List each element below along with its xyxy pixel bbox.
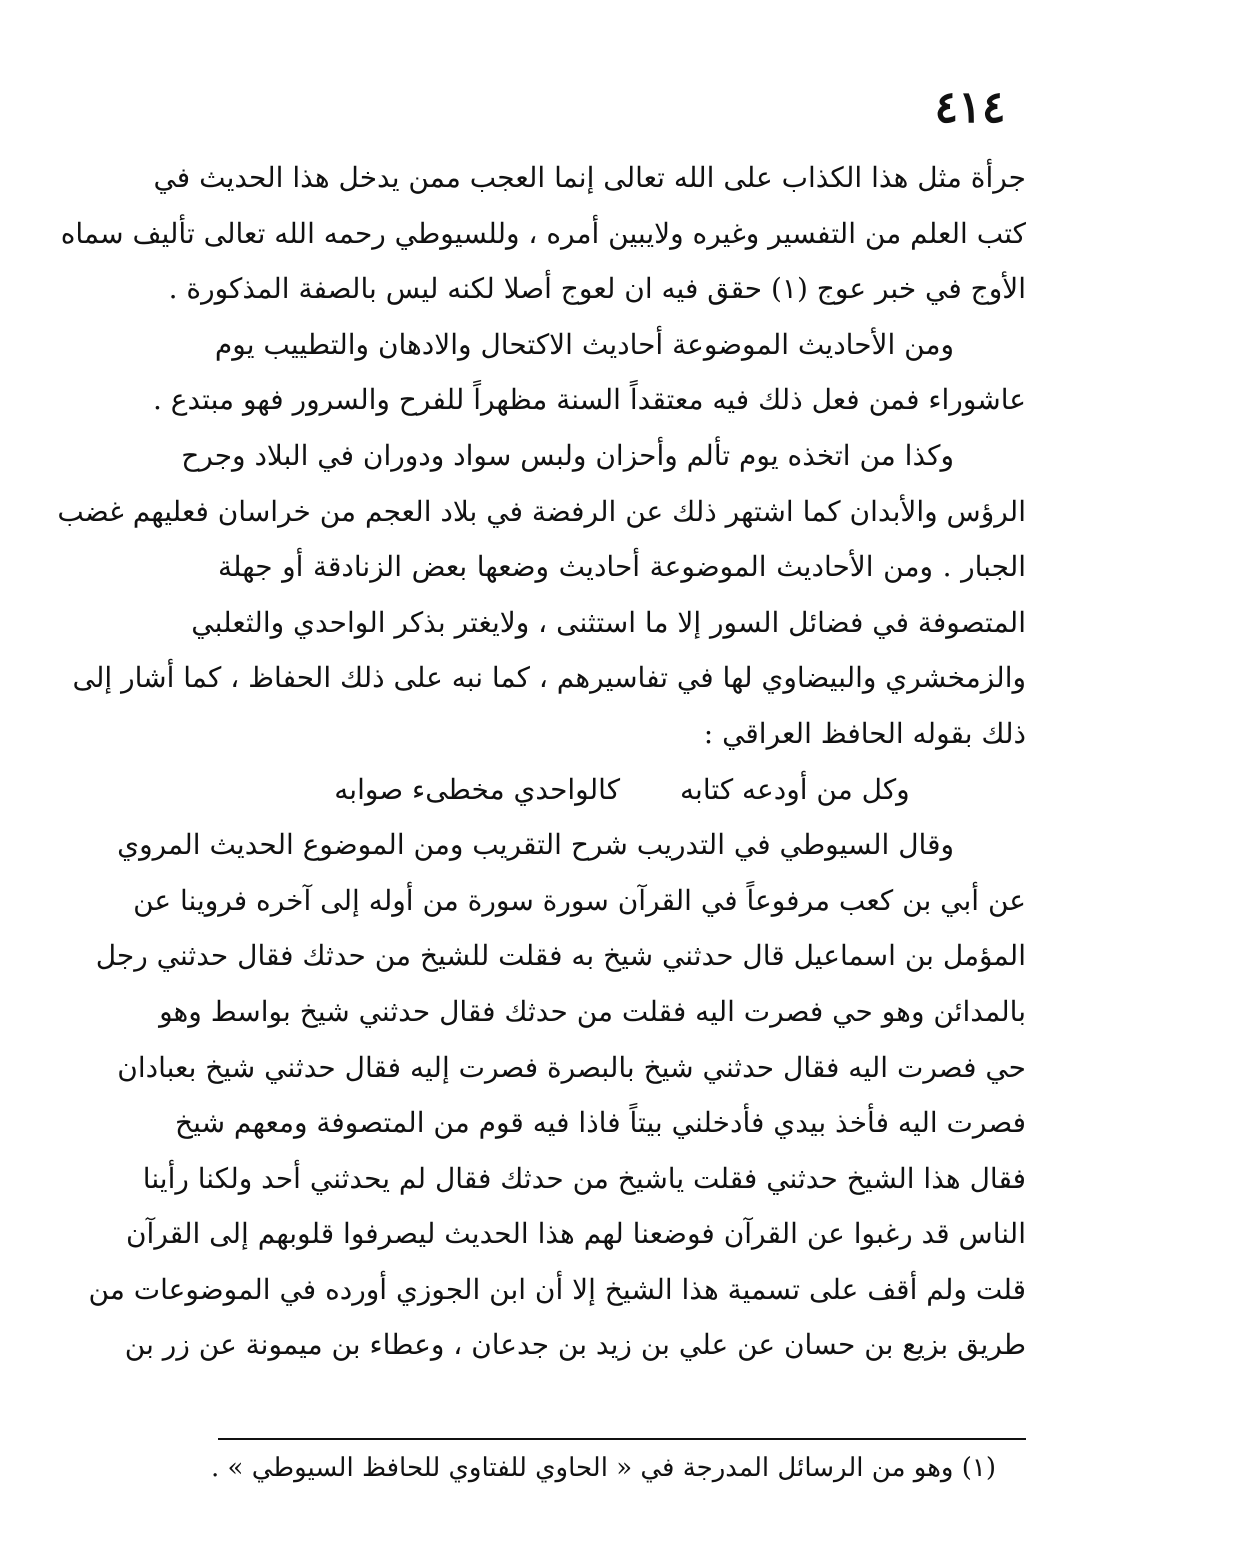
text-line: ومن الأحاديث الموضوعة أحاديث الاكتحال والادهان والتطييب يوم (214, 327, 954, 361)
page-number: ٤١٤ (934, 82, 1006, 133)
text-line: طريق بزيع بن حسان عن علي بن زيد بن جدعان ، وعطاء بن ميمونة عن زر بن (124, 1328, 1026, 1362)
text-line: حي فصرت اليه فقال حدثني شيخ بالبصرة فصرت إليه فقال حدثني شيخ بعبادان (117, 1050, 1026, 1084)
verse-second-hemistich: كالواحدي مخطىء صوابه (334, 772, 621, 806)
text-line: والزمخشري والبيضاوي لها في تفاسيرهم ، كما نبه على ذلك الحفاظ ، كما أشار إلى (72, 661, 1026, 695)
text-line: ذلك بقوله الحافظ العراقي : (703, 716, 1026, 750)
text-line: وقال السيوطي في التدريب شرح التقريب ومن الموضوع الحديث المروي (117, 828, 954, 862)
verse-first-hemistich: وكل من أودعه كتابه (680, 772, 910, 806)
text-line: عن أبي بن كعب مرفوعاً في القرآن سورة سورة من أوله إلى آخره فروينا عن (133, 883, 1026, 917)
text-line: الناس قد رغبوا عن القرآن فوضعنا لهم هذا الحديث ليصرفوا قلوبهم إلى القرآن (125, 1217, 1026, 1251)
main-text (57, 150, 1026, 1373)
text-line: فصرت اليه فأخذ بيدي فأدخلني بيتاً فاذا فيه قوم من المتصوفة ومعهم شيخ (175, 1106, 1026, 1140)
text-line: كتب العلم من التفسير وغيره ولايبين أمره ، وللسيوطي رحمه الله تعالى تأليف سماه (60, 216, 1026, 250)
footnote-divider (218, 1438, 1026, 1440)
text-line: المؤمل بن اسماعيل قال حدثني شيخ به فقلت للشيخ من حدثك فقال حدثني رجل (95, 939, 1026, 973)
text-line: فقال هذا الشيخ حدثني فقلت ياشيخ من حدثك فقال لم يحدثني أحد ولكنا رأينا (142, 1161, 1026, 1195)
text-line: الجبار . ومن الأحاديث الموضوعة أحاديث وضعها بعض الزنادقة أو جهلة (218, 550, 1026, 584)
poetry-verse (218, 762, 1026, 818)
text-line: قلت ولم أقف على تسمية هذا الشيخ إلا أن ابن الجوزي أورده في الموضوعات من (88, 1272, 1026, 1306)
text-line: الرؤس والأبدان كما اشتهر ذلك عن الرفضة في بلاد العجم من خراسان فعليهم غضب (57, 494, 1026, 528)
text-line: بالمدائن وهو حي فصرت اليه فقلت من حدثك فقال حدثني شيخ بواسط وهو (159, 994, 1026, 1028)
text-line: المتصوفة في فضائل السور إلا ما استثنى ، ولايغتر بذكر الواحدي والثعلبي (191, 605, 1026, 639)
footnote: (١) وهو من الرسائل المدرجة في « الحاوي للفتاوي للحافظ السيوطي » . (211, 1453, 996, 1483)
text-line: وكذا من اتخذه يوم تألم وأحزان ولبس سواد ودوران في البلاد وجرح (181, 438, 954, 472)
text-line: الأوج في خبر عوج (١) حقق فيه ان لعوج أصلا لكنه ليس بالصفة المذكورة . (168, 272, 1026, 306)
text-line: عاشوراء فمن فعل ذلك فيه معتقداً السنة مظهراً للفرح والسرور فهو مبتدع . (152, 383, 1026, 417)
text-line: جرأة مثل هذا الكذاب على الله تعالى إنما العجب ممن يدخل هذا الحديث في (153, 161, 1026, 194)
